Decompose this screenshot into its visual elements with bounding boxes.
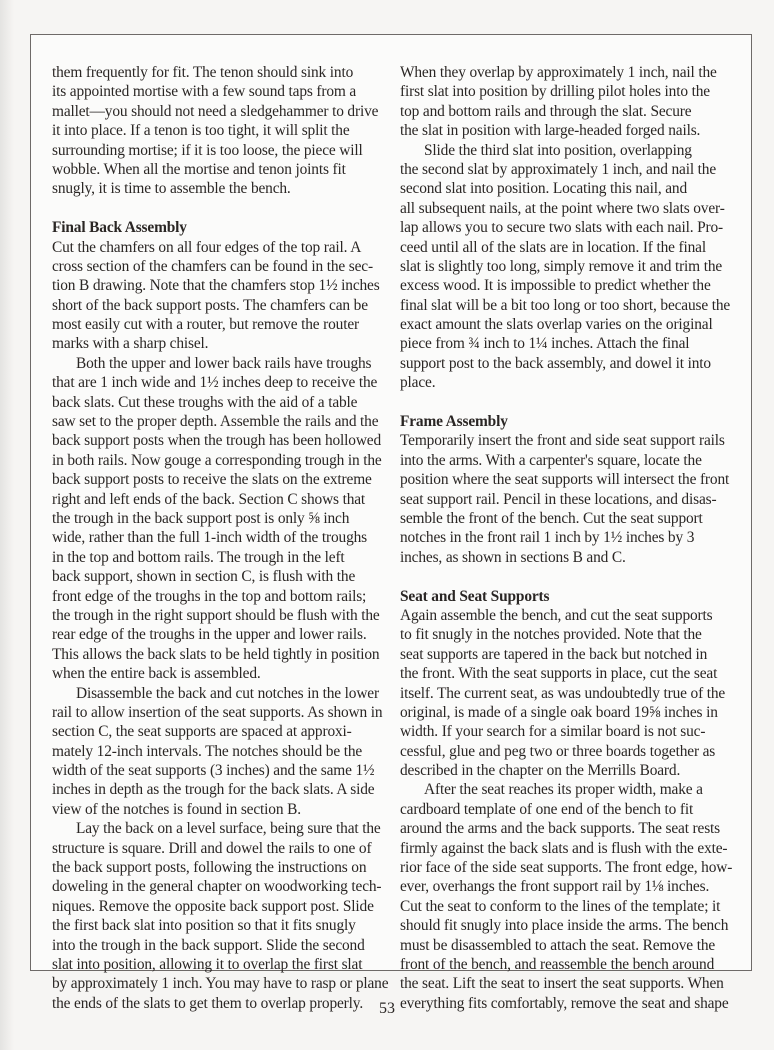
text-line: Again assemble the bench, and cut the seat supports [400,606,713,624]
text-line: excess wood. It is impossible to predict whether the [400,277,711,295]
text-line: width. If your search for a similar board is not suc- [400,723,706,741]
text-line: lap allows you to secure two slats with each nail. Pro- [400,219,724,237]
text-line: tion B drawing. Note that the chamfers stop 1½ inches [52,277,380,295]
text-line: wide, rather than the full 1-inch width of the troughs [52,529,368,547]
text-line: described in the chapter on the Merrills Board. [400,762,681,780]
text-line: the back support posts, following the instructions on [52,859,367,877]
text-line: Both the upper and lower back rails have troughs [76,354,372,372]
text-line: into the arms. With a carpenter's square, locate the [400,451,702,469]
text-line: back support posts to receive the slats on the extreme [52,471,372,489]
heading-frame-assembly: Frame Assembly [400,413,508,431]
text-line: rear edge of the troughs in the upper and lower rails. [52,626,367,644]
text-line: its appointed mortise with a few sound taps from a [52,83,357,101]
text-line: should fit snugly into place inside the arms. The bench [400,917,729,935]
text-line: right and left ends of the back. Section C shows that [52,490,366,508]
text-line: the second slat by approximately 1 inch, and nail the [400,160,717,178]
text-line: the ends of the slats to get them to overlap properly. [52,994,364,1012]
text-line: slat is slightly too long, simply remove it and trim the [400,257,723,275]
right-column [400,63,735,1013]
text-line: This allows the back slats to be held tightly in position [52,645,380,663]
text-line: surrounding mortise; if it is too loose, the piece will [52,141,363,159]
text-line: cross section of the chamfers can be found in the sec- [52,257,373,275]
text-line: back support posts when the trough has been hollowed [52,432,382,450]
text-line: second slat into position. Locating this nail, and [400,180,688,198]
text-line: Temporarily insert the front and side seat support rails [400,432,725,450]
text-line: semble the front of the bench. Cut the seat support [400,509,703,527]
text-line: view of the notches is found in section B. [52,800,301,818]
text-line: everything fits comfortably, remove the seat and shape [400,994,729,1012]
text-line: After the seat reaches its proper width, make a [424,781,703,799]
text-line: in the top and bottom rails. The trough in the left [52,548,345,566]
text-line: doweling in the general chapter on woodworking tech- [52,878,382,896]
text-line: final slat will be a bit too long or too short, because the [400,296,731,314]
text-line: it into place. If a tenon is too tight, it will split the [52,122,350,140]
text-line: rail to allow insertion of the seat supports. As shown in [52,703,383,721]
text-line: width of the seat supports (3 inches) and the same 1½ [52,762,375,780]
intro-paragraph [52,63,382,199]
text-line: seat supports are tapered in the back but notched in [400,645,708,663]
seat-paragraph-1 [400,606,735,781]
heading-seat-and-seat-supports: Seat and Seat Supports [400,587,550,605]
left-column [52,63,389,1013]
text-line: back support, shown in section C, is flush with the [52,568,356,586]
text-line: Cut the chamfers on all four edges of the top rail. A [52,238,362,256]
text-line: structure is square. Drill and dowel the rails to one of [52,839,372,857]
text-line: rior face of the side seat supports. The front edge, how- [400,859,733,877]
text-line: saw set to the proper depth. Assemble the rails and the [52,413,379,431]
text-line: inches in depth as the trough for the back slats. A side [52,781,375,799]
text-line: wobble. When all the mortise and tenon joints fit [52,160,346,178]
page-gutter-shadow [0,0,14,1050]
final-back-paragraph-1 [52,238,382,354]
nailing-paragraph-2 [400,141,735,393]
text-line: all subsequent nails, at the point where two slats over- [400,199,725,217]
text-line: mallet—you should not need a sledgehammer to drive [52,102,379,120]
text-line: the trough in the back support post is only ⅝ inch [52,509,350,527]
text-line: Disassemble the back and cut notches in the lower [76,684,379,702]
text-line: back slats. Cut these troughs with the aid of a table [52,393,358,411]
text-line: first slat into position by drilling pilot holes into the [400,83,710,101]
text-line: inches, as shown in sections B and C. [400,548,626,566]
text-line: the front. With the seat supports in place, cut the seat [400,665,718,683]
text-line: Slide the third slat into position, overlapping [424,141,692,159]
spacer [400,393,735,412]
text-line: section C, the seat supports are spaced at approxi- [52,723,352,741]
text-line: exact amount the slats overlap varies on the original [400,316,713,334]
heading-final-back-assembly: Final Back Assembly [52,219,187,237]
spacer [400,567,735,586]
spacer [52,199,382,218]
text-line: niques. Remove the opposite back support post. Slide [52,897,374,915]
text-line: Cut the seat to conform to the lines of the template; it [400,897,721,915]
text-line: When they overlap by approximately 1 inch, nail the [400,64,717,81]
seat-paragraph-2 [400,780,735,1013]
text-line: must be disassembled to attach the seat. Remove the [400,936,716,954]
text-line: them frequently for fit. The tenon should sink into [52,64,354,81]
nailing-paragraph-1 [400,63,735,141]
text-line: the slat in position with large-headed forged nails. [400,122,701,140]
frame-assembly-paragraph [400,431,735,567]
text-line: into the trough in the back support. Slide the second [52,936,365,954]
text-line: firmly against the back slats and is flush with the exte- [400,839,728,857]
text-line: position where the seat supports will intersect the front [400,471,730,489]
text-line: around the arms and the back supports. The seat rests [400,820,721,838]
text-line: front edge of the troughs in the top and bottom rails; [52,587,367,605]
final-back-paragraph-3 [52,684,382,820]
text-line: marks with a sharp chisel. [52,335,209,353]
text-line: the first back slat into position so that it fits snugly [52,917,356,935]
text-line: snugly, it is time to assemble the bench. [52,180,291,198]
text-line: mately 12-inch intervals. The notches should be the [52,742,363,760]
text-line: ever, overhangs the front support rail by 1⅛ inches. [400,878,710,896]
text-line: slat into position, allowing it to overlap the first slat [52,955,363,973]
text-line: short of the back support posts. The chamfers can be [52,296,368,314]
page-number: 53 [379,1000,395,1017]
text-line: Lay the back on a level surface, being sure that the [76,820,381,838]
final-back-paragraph-2 [52,354,382,684]
text-line: in both rails. Now gouge a corresponding trough in the [52,451,382,469]
text-line: the seat. Lift the seat to insert the seat supports. When [400,975,724,993]
text-line: place. [400,374,436,392]
text-line: cessful, glue and peg two or three boards together as [400,742,716,760]
text-line: to fit snugly in the notches provided. Note that the [400,626,702,644]
text-line: when the entire back is assembled. [52,665,261,683]
final-back-paragraph-4 [52,819,389,1013]
text-line: that are 1 inch wide and 1½ inches deep to receive the [52,374,378,392]
text-line: most easily cut with a router, but remove the router [52,316,360,334]
text-line: support post to the back assembly, and dowel it into [400,354,711,372]
text-line: original, is made of a single oak board 19⅝ inches in [400,703,718,721]
text-line: piece from ¾ inch to 1¼ inches. Attach the final [400,335,690,353]
text-line: top and bottom rails and through the slat. Secure [400,102,692,120]
text-line: seat support rail. Pencil in these locations, and disas- [400,490,717,508]
text-line: notches in the front rail 1 inch by 1½ inches by 3 [400,529,695,547]
text-line: by approximately 1 inch. You may have to rasp or plane [52,975,389,993]
text-line: itself. The current seat, as was undoubtedly true of the [400,684,726,702]
text-line: the trough in the right support should be flush with the [52,606,380,624]
text-line: cardboard template of one end of the bench to fit [400,800,694,818]
text-line: front of the bench, and reassemble the bench around [400,955,715,973]
text-line: ceed until all of the slats are in location. If the final [400,238,706,256]
